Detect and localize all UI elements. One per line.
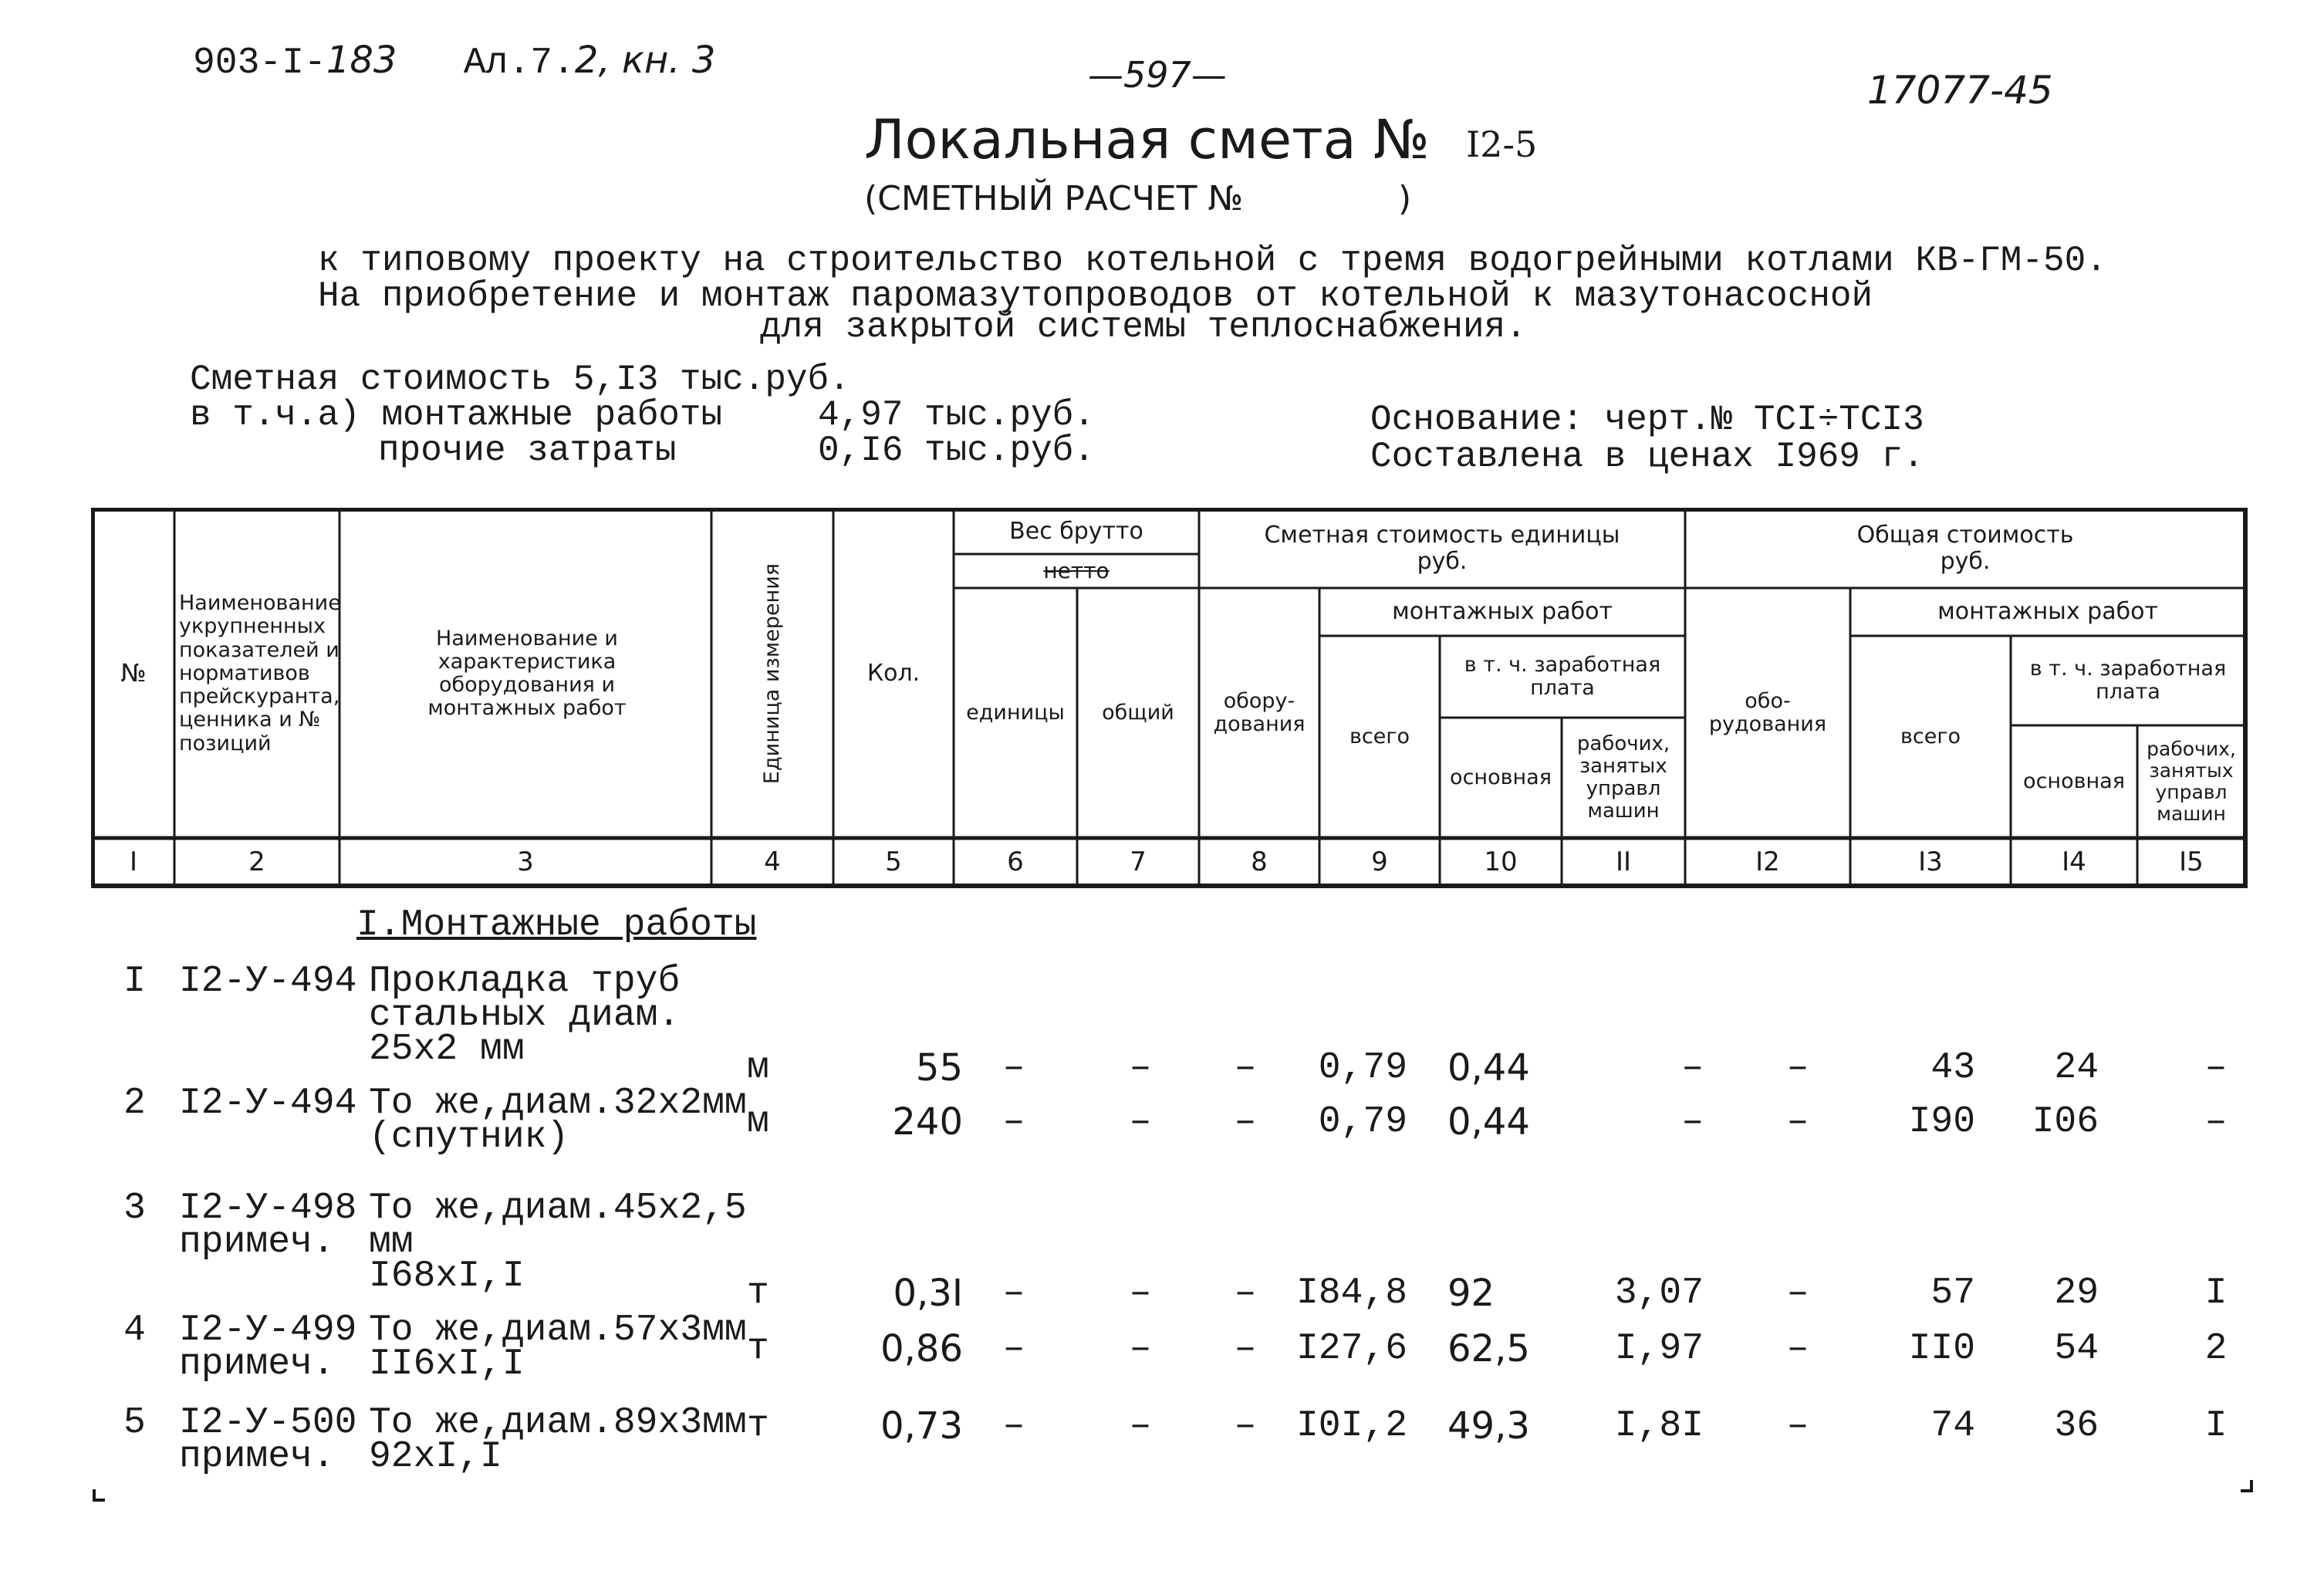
col-index: 4	[764, 846, 781, 877]
row-unit: т	[747, 1272, 769, 1314]
row-unit-wage-main: 0,44	[1447, 1046, 1530, 1090]
col-unit-equipment: обору-дования	[1213, 688, 1306, 736]
col-unit-label: Единица измерения	[759, 563, 784, 785]
col-index: I5	[2179, 846, 2204, 877]
doc-code-handwritten: 183	[326, 39, 397, 82]
row-name: стальных диам.	[369, 995, 681, 1036]
col-total-cost: Общая стоимость руб.	[1856, 522, 2074, 575]
row-weight-unit: –	[1002, 1101, 1025, 1143]
col-total-mounting: монтажных работ	[1937, 598, 2158, 626]
basis: Основание: черт.№ ТСI÷ТСI3	[1370, 400, 1924, 440]
row-unit-equipment: –	[1234, 1272, 1257, 1314]
row-unit-equipment: –	[1234, 1405, 1257, 1447]
price-year: Составлена в ценах I969 г.	[1370, 437, 1924, 477]
row-qty: 0,3I	[893, 1272, 963, 1315]
row-unit: т	[747, 1405, 769, 1447]
mounting-works-value: 4,97 тыс.руб.	[818, 395, 1095, 435]
col-total-wage: в т. ч. заработная плата	[2029, 656, 2227, 704]
row-weight-unit: –	[1002, 1405, 1025, 1447]
row-qty: 240	[892, 1100, 963, 1144]
page-number: —597—	[1088, 54, 1227, 96]
description-line-2: На приобретение и монтаж паромазутопроводов от котельной к мазутонасосной	[318, 276, 1873, 316]
col-weight-total: общий	[1102, 700, 1174, 725]
row-total-equipment: –	[1786, 1101, 1809, 1143]
other-costs-value: 0,I6 тыс.руб.	[818, 431, 1095, 471]
album-printed: Ал.7.	[463, 42, 575, 84]
col-qty: Кол.	[866, 660, 920, 688]
row-code: I2-У-499	[179, 1309, 357, 1351]
row-name: Прокладка труб	[369, 961, 681, 1002]
row-unit-mount-total: 0,79	[1318, 1101, 1407, 1143]
col-index: I3	[1918, 846, 1943, 877]
col-total-mount-total: всего	[1900, 724, 1961, 749]
col-index: 2	[248, 846, 265, 877]
row-number: 2	[123, 1083, 146, 1124]
row-name: (спутник)	[369, 1117, 569, 1158]
registration-number: 17077-45	[1867, 68, 2053, 113]
row-total-mount: I90	[1908, 1101, 1975, 1143]
section-title	[356, 904, 756, 946]
row-name: То же,диам.32х2мм	[369, 1083, 747, 1124]
document-title: Локальная смета №	[864, 108, 1430, 171]
row-code: I2-У-498	[179, 1188, 357, 1229]
col-index: I4	[2062, 846, 2086, 877]
row-number: 5	[123, 1402, 146, 1444]
col-index: 10	[1484, 846, 1518, 877]
row-total-wage-machines: I	[2204, 1405, 2228, 1447]
col-index: 3	[517, 846, 534, 877]
row-unit: м	[747, 1047, 769, 1089]
row-weight-unit: –	[1002, 1328, 1025, 1370]
col-total-equipment: обо-рудования	[1708, 688, 1827, 736]
row-total-wage-main: 24	[2054, 1047, 2099, 1089]
row-code: примеч.	[179, 1222, 335, 1263]
row-unit-wage-main: 49,3	[1447, 1404, 1530, 1448]
row-unit-mount-total: I27,6	[1295, 1328, 1407, 1370]
row-total-wage-main: 29	[2054, 1272, 2099, 1314]
row-qty: 0,86	[880, 1327, 963, 1370]
row-code: примеч.	[179, 1343, 335, 1385]
other-costs-label: прочие затраты	[378, 431, 677, 471]
row-name: 92хI,I	[369, 1436, 502, 1478]
row-total-wage-main: I06	[2032, 1101, 2099, 1143]
document-subtitle-close: )	[1398, 179, 1412, 218]
row-number: 4	[123, 1309, 146, 1351]
row-total-equipment: –	[1786, 1272, 1809, 1314]
row-name: I68хI,I	[369, 1255, 525, 1297]
row-total-equipment: –	[1786, 1405, 1809, 1447]
row-number: 3	[123, 1188, 146, 1229]
col-number: №	[120, 658, 147, 688]
row-number: I	[123, 961, 146, 1002]
document-subtitle: (СМЕТНЫЙ РАСЧЕТ №	[864, 179, 1244, 218]
col-index: 7	[1130, 846, 1147, 877]
col-index: I	[129, 846, 138, 877]
row-total-equipment: –	[1786, 1047, 1809, 1089]
row-unit-wage-main: 92	[1447, 1272, 1495, 1315]
row-total-equipment: –	[1786, 1328, 1809, 1370]
row-unit-wage-machines: I,97	[1614, 1328, 1704, 1370]
row-total-mount: 57	[1930, 1272, 1975, 1314]
row-unit-wage-machines: –	[1681, 1101, 1704, 1143]
corner-mark-right	[2241, 1480, 2253, 1492]
col-norm-code: Наименование укрупненных показателей и нормативов прейскуранта, ценника и № позиций	[179, 591, 341, 755]
row-weight-total: –	[1129, 1272, 1152, 1314]
col-weight: Вес брутто	[1009, 518, 1143, 546]
row-total-mount: 74	[1930, 1405, 1975, 1447]
row-weight-total: –	[1129, 1328, 1152, 1370]
row-unit-mount-total: I0I,2	[1295, 1405, 1407, 1447]
col-unit-wage: в т. ч. заработная плата	[1464, 652, 1661, 700]
row-unit-equipment: –	[1234, 1047, 1257, 1089]
row-unit-wage-machines: 3,07	[1614, 1272, 1704, 1314]
col-total-wage-main: основная	[2023, 769, 2125, 793]
row-total-mount: II0	[1908, 1328, 1975, 1370]
row-total-wage-main: 54	[2054, 1328, 2099, 1370]
row-weight-unit: –	[1002, 1272, 1025, 1314]
description-line-1: к типовому проекту на строительство котельной с тремя водогрейными котлами КВ-ГМ-50.	[318, 241, 2107, 281]
col-unit-wage-main: основная	[1450, 765, 1552, 789]
row-code: примеч.	[179, 1436, 335, 1478]
row-weight-total: –	[1129, 1047, 1152, 1089]
col-unit-cost: Сметная стоимость единицы руб.	[1264, 522, 1620, 575]
col-index: 8	[1251, 846, 1268, 877]
row-unit-equipment: –	[1234, 1101, 1257, 1143]
row-unit-mount-total: I84,8	[1295, 1272, 1407, 1314]
col-index: 6	[1007, 846, 1024, 877]
row-qty: 0,73	[880, 1404, 963, 1448]
col-unit-wage-machines: рабочих, занятых управл машин	[1576, 732, 1670, 823]
col-weight-net: нетто	[1043, 558, 1110, 584]
col-index: 5	[885, 846, 902, 877]
col-weight-unit: единицы	[966, 700, 1065, 725]
col-unit-mounting: монтажных работ	[1392, 598, 1613, 626]
row-unit-equipment: –	[1234, 1328, 1257, 1370]
row-total-wage-machines: –	[2204, 1101, 2228, 1143]
mounting-works-label: в т.ч.а) монтажные работы	[190, 395, 723, 435]
col-index: 9	[1371, 846, 1388, 877]
document-code	[193, 39, 715, 84]
table-header	[91, 508, 2251, 894]
row-total-mount: 43	[1930, 1047, 1975, 1089]
row-code: I2-У-494	[179, 961, 357, 1002]
album-handwritten: 2, кн. 3	[574, 39, 716, 82]
description-line-3: для закрытой системы теплоснабжения.	[760, 307, 1527, 347]
row-name: мм	[369, 1222, 414, 1263]
row-name: То же,диам.57х3мм	[369, 1309, 747, 1351]
row-name: 25х2 мм	[369, 1029, 525, 1070]
row-unit-wage-main: 62,5	[1447, 1327, 1530, 1370]
row-name: То же,диам.45х2,5	[369, 1188, 747, 1229]
row-unit-wage-machines: I,8I	[1614, 1405, 1704, 1447]
corner-mark-left	[93, 1489, 105, 1502]
section-title-text: I.Монтажные работы	[356, 904, 757, 946]
row-total-wage-main: 36	[2054, 1405, 2099, 1447]
row-weight-unit: –	[1002, 1047, 1025, 1089]
row-name: II6хI,I	[369, 1343, 525, 1385]
row-unit-wage-machines: –	[1681, 1047, 1704, 1089]
row-unit-wage-main: 0,44	[1447, 1100, 1530, 1144]
row-name: То же,диам.89х3мм	[369, 1402, 747, 1444]
col-total-wage-machines: рабочих, занятых управл машин	[2147, 738, 2236, 825]
col-index: II	[1615, 846, 1632, 877]
row-unit: т	[747, 1328, 769, 1370]
col-name: Наименование и характеристика оборудования и монтажных работ	[427, 626, 627, 721]
row-unit-mount-total: 0,79	[1318, 1047, 1407, 1089]
estimate-number: I2-5	[1466, 123, 1538, 165]
row-code: I2-У-494	[179, 1083, 357, 1124]
estimated-cost: Сметная стоимость 5,I3 тыс.руб.	[190, 360, 850, 400]
col-unit	[711, 509, 833, 838]
col-unit-mount-total: всего	[1349, 724, 1410, 749]
row-total-wage-machines: I	[2204, 1272, 2228, 1314]
row-weight-total: –	[1129, 1101, 1152, 1143]
row-unit: м	[747, 1101, 769, 1143]
doc-code-printed: 903-I-	[193, 42, 326, 84]
row-code: I2-У-500	[179, 1402, 357, 1444]
row-total-wage-machines: –	[2204, 1047, 2228, 1089]
col-index: I2	[1755, 846, 1780, 877]
row-qty: 55	[915, 1046, 963, 1090]
row-weight-total: –	[1129, 1405, 1152, 1447]
row-total-wage-machines: 2	[2204, 1328, 2228, 1370]
